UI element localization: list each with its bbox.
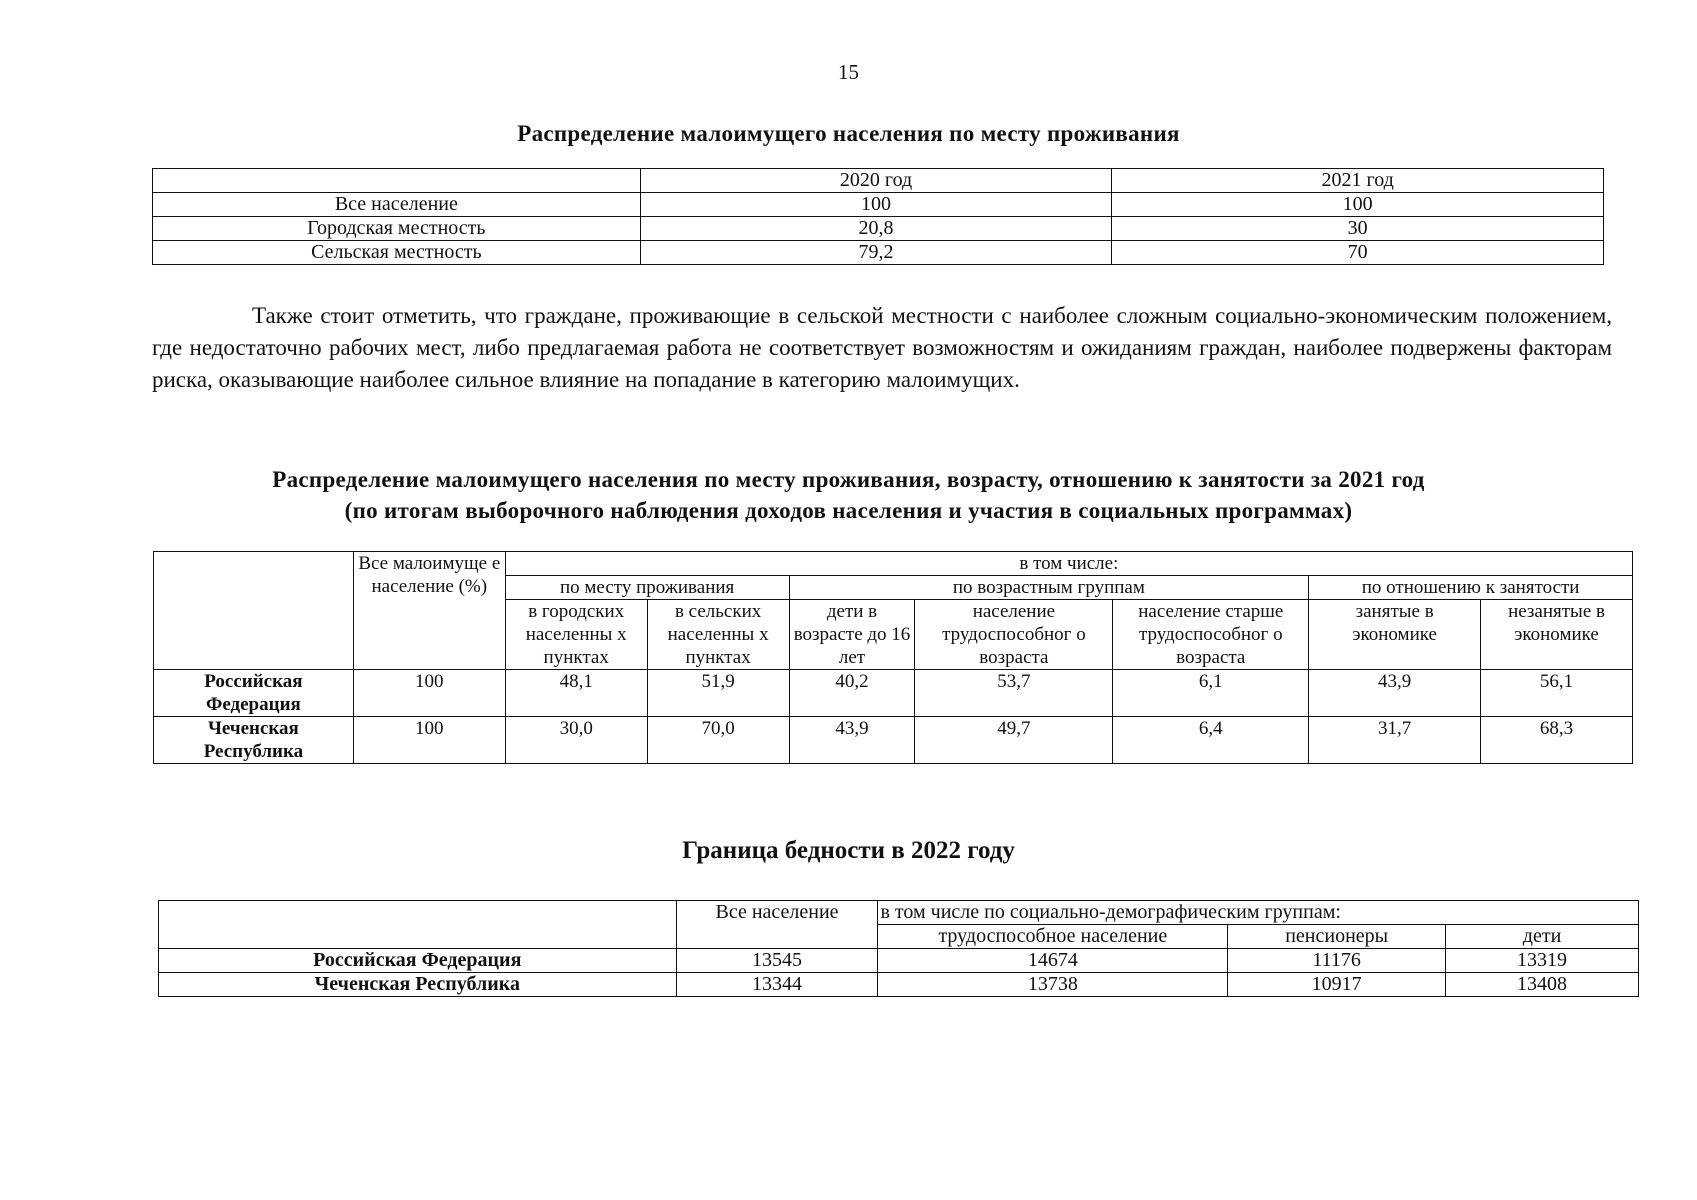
table2-title-line1: Распределение малоимущего населения по месту проживания, возрасту, отношению к занятости за 2021 год [272,467,1425,492]
table-cell: 43,9 [789,717,915,764]
table2-title [0,464,1697,526]
table-cell: 30,0 [505,717,647,764]
table-cell: 14674 [878,949,1228,973]
header-pensioners: пенсионеры [1228,925,1446,949]
table-cell: 13408 [1446,973,1639,997]
table-cell: 13319 [1446,949,1639,973]
header-children: дети в возрасте до 16 лет [789,600,915,670]
table-cell: 100 [640,193,1112,217]
table-cell: 31,7 [1309,717,1481,764]
table-row [154,670,1633,717]
table-row [153,241,1604,265]
table-row [153,193,1604,217]
empty-corner-cell [159,901,677,949]
table-cell: 13738 [878,973,1228,997]
table-cell: 40,2 [789,670,915,717]
header-children: дети [1446,925,1639,949]
header-by-residence: по месту проживания [505,576,789,600]
row-label: Чеченская Республика [154,717,354,764]
table-row [154,717,1633,764]
table-header-row [159,901,1639,925]
page-number: 15 [838,60,859,84]
table-cell: 70 [1112,241,1604,265]
table-poverty-line [158,900,1639,997]
table-cell: 6,4 [1113,717,1309,764]
table-cell: 56,1 [1481,670,1633,717]
row-label: Городская местность [153,217,641,241]
table-row [159,973,1639,997]
table-cell: 20,8 [640,217,1112,241]
table-cell: 43,9 [1309,670,1481,717]
header-by-employment: по отношению к занятости [1309,576,1633,600]
table3-title: Граница бедности в 2022 году [682,837,1015,864]
table-cell: 51,9 [647,670,789,717]
table-cell: 13344 [676,973,878,997]
table-cell: 79,2 [640,241,1112,265]
table-cell: 100 [353,717,505,764]
header-working-age-population: трудоспособное население [878,925,1228,949]
table-cell: 100 [1112,193,1604,217]
table-cell: 13545 [676,949,878,973]
header-over-working-age: население старше трудоспособног о возраста [1113,600,1309,670]
header-all-population: Все население [676,901,878,949]
table-cell: 48,1 [505,670,647,717]
table-header-cell [153,169,641,193]
table-cell: 100 [353,670,505,717]
row-label: Российская Федерация [159,949,677,973]
header-rural: в сельских населенны х пунктах [647,600,789,670]
header-urban: в городских населенны х пунктах [505,600,647,670]
table-header-cell: 2021 год [1112,169,1604,193]
row-label: Российская Федерация [154,670,354,717]
table-cell: 10917 [1228,973,1446,997]
table2-title-line2: (по итогам выборочного наблюдения доходов населения и участия в социальных программах) [344,498,1353,523]
header-unemployed: незанятые в экономике [1481,600,1633,670]
header-including: в том числе: [505,552,1632,576]
header-by-social-groups: в том числе по социально-демографическим группам: [878,901,1639,925]
row-label: Сельская местность [153,241,641,265]
header-working-age: население трудоспособног о возраста [915,600,1113,670]
table-cell: 53,7 [915,670,1113,717]
table-poverty-breakdown [153,551,1633,764]
row-label: Чеченская Республика [159,973,677,997]
table-header-row [154,552,1633,576]
table-cell: 49,7 [915,717,1113,764]
table-cell: 6,1 [1113,670,1309,717]
table-cell: 70,0 [647,717,789,764]
table-row [159,949,1639,973]
table1-title: Распределение малоимущего населения по месту проживания [517,121,1180,146]
header-employed: занятые в экономике [1309,600,1481,670]
header-by-age: по возрастным группам [789,576,1309,600]
table-residence-distribution [152,168,1604,265]
table-header-row [153,169,1604,193]
table-header-cell: 2020 год [640,169,1112,193]
header-all-poor: Все малоимуще е население (%) [353,552,505,670]
table-row [153,217,1604,241]
body-paragraph: Также стоит отметить, что граждане, проживающие в сельской местности с наиболее сложным социально-экономическим положением, где недостаточно рабочих мест, либо предлагаемая работа не соответствует возможностям и ожиданиям граждан, наиболее подвержены факторам риска, оказывающие наиболее сильное влияние на попадание в категорию малоимущих. [152,303,1612,392]
row-label: Все население [153,193,641,217]
table-cell: 11176 [1228,949,1446,973]
empty-corner-cell [154,552,354,670]
table-cell: 30 [1112,217,1604,241]
table-cell: 68,3 [1481,717,1633,764]
